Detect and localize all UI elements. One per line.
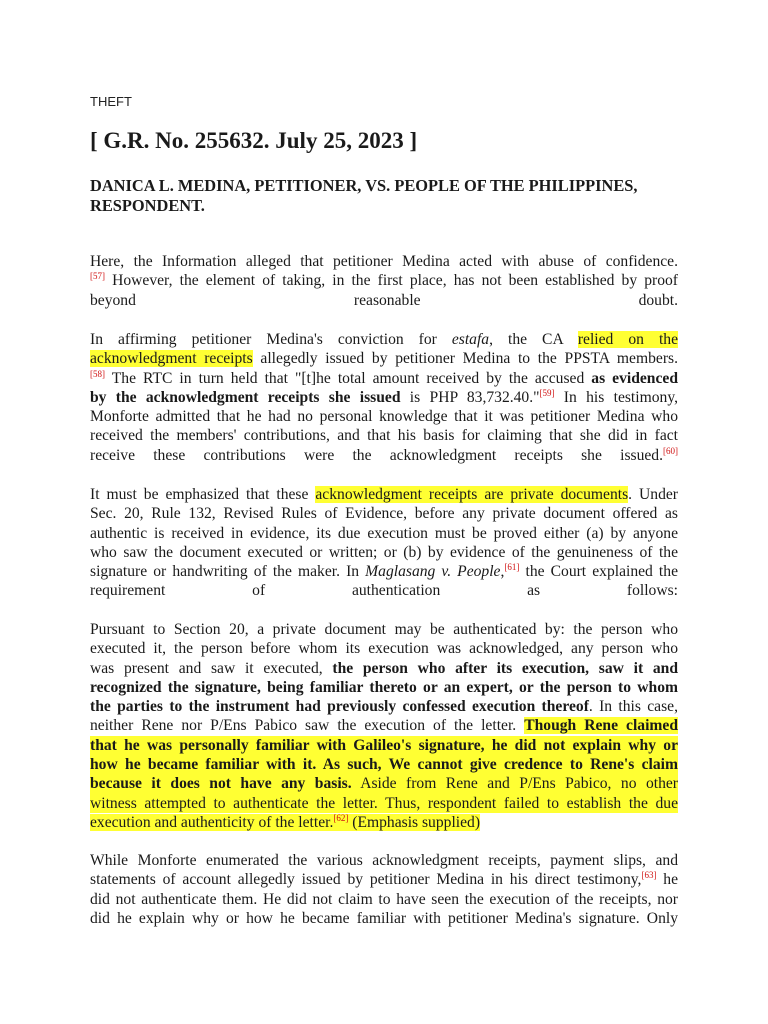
footnote-59[interactable]: [59] — [539, 387, 555, 398]
highlight-private-documents: acknowledgment receipts are private documents — [315, 486, 629, 503]
footnote-60[interactable]: [60] — [663, 445, 678, 456]
case-parties-heading: DANICA L. MEDINA, PETITIONER, VS. PEOPLE OF THE PHILIPPINES, RESPONDENT. — [90, 176, 638, 215]
footnote-63[interactable]: [63] — [641, 870, 657, 881]
highlight-rene-claimed: Though Rene claimed — [524, 717, 678, 735]
footnote-57[interactable]: [57] — [90, 271, 105, 282]
highlight-receipts: acknowledgment receipts — [90, 350, 253, 368]
p1-line-3: beyond reasonable doubt. — [90, 291, 678, 309]
p1-line-2: [57] However, the element of taking, in the first place, has not been established by proof — [90, 271, 678, 290]
footnote-58[interactable]: [58] — [90, 368, 105, 379]
paragraph-3: It must be emphasized that these acknowledgment receipts are private documents. Under Sec. 20, Rule 132, Revised Rules of Evidence, before any private document offered as authentic is received in evidence, its due execution must be proved either (a) by anyone who saw the document executed or written; or (b) by evidence of the genuineness of the signature or handwriting of the maker. In Maglasang v. People,[61] the Court explained the requirement of authentication as follows: — [90, 486, 678, 600]
paragraph-4-quote: Pursuant to Section 20, a private document may be authenticated by: the person who executed it, the person before whom its execution was acknowledged, any person who was present and saw it executed, the person who after its execution, saw it and recognized the signature, being familiar thereto or an expert, or the person to whom the parties to the instrument had previously confessed execution thereof. In this case, neither Rene nor P/Ens Pabico saw the execution of the letter. Though Rene claimed that he was personally familiar with Galileo's signature, he did not explain why or how he became familiar with it. As such, We cannot give credence to Rene's claim because it does not have any basis. Aside from Rene and P/Ens Pabico, no other witness attempted to authenticate the letter. Thus, respondent failed to establish the due execution and authenticity of the letter.[62] (Emphasis supplied) — [90, 621, 678, 831]
paragraph-1 — [90, 252, 678, 310]
paragraph-5: While Monforte enumerated the various acknowledgment receipts, payment slips, and statements of account allegedly issued by petitioner Medina in his direct testimony,[63] he did not authenticate them. He did not claim to have seen the execution of the receipts, nor did he explain why or how he became familiar with petitioner Medina's signature. Only — [90, 852, 678, 927]
p1-line-1: Here, the Information alleged that petitioner Medina acted with abuse of confidence. — [90, 253, 678, 270]
footnote-62[interactable]: [62] — [333, 812, 349, 823]
category-label: THEFT — [90, 94, 132, 109]
paragraph-2: In affirming petitioner Medina's conviction for estafa, the CA relied on the acknowledgment receipts allegedly issued by petitioner Medina to the PPSTA members. [58] The RTC in turn held that "[t]he total amount received by the accused as evidenced by the acknowledgment receipts she issued is PHP 83,732.40."[59] In his testimony, Monforte admitted that he had no personal knowledge that it was petitioner Medina who received the members' contributions, and that his basis for claiming that she did in fact receive these contributions were the acknowledgment receipts she issued.[60] — [90, 331, 679, 464]
highlight-relied: relied on the — [577, 331, 678, 348]
case-number-heading: [ G.R. No. 255632. July 25, 2023 ] — [90, 128, 418, 153]
footnote-61[interactable]: [61] — [504, 562, 520, 572]
